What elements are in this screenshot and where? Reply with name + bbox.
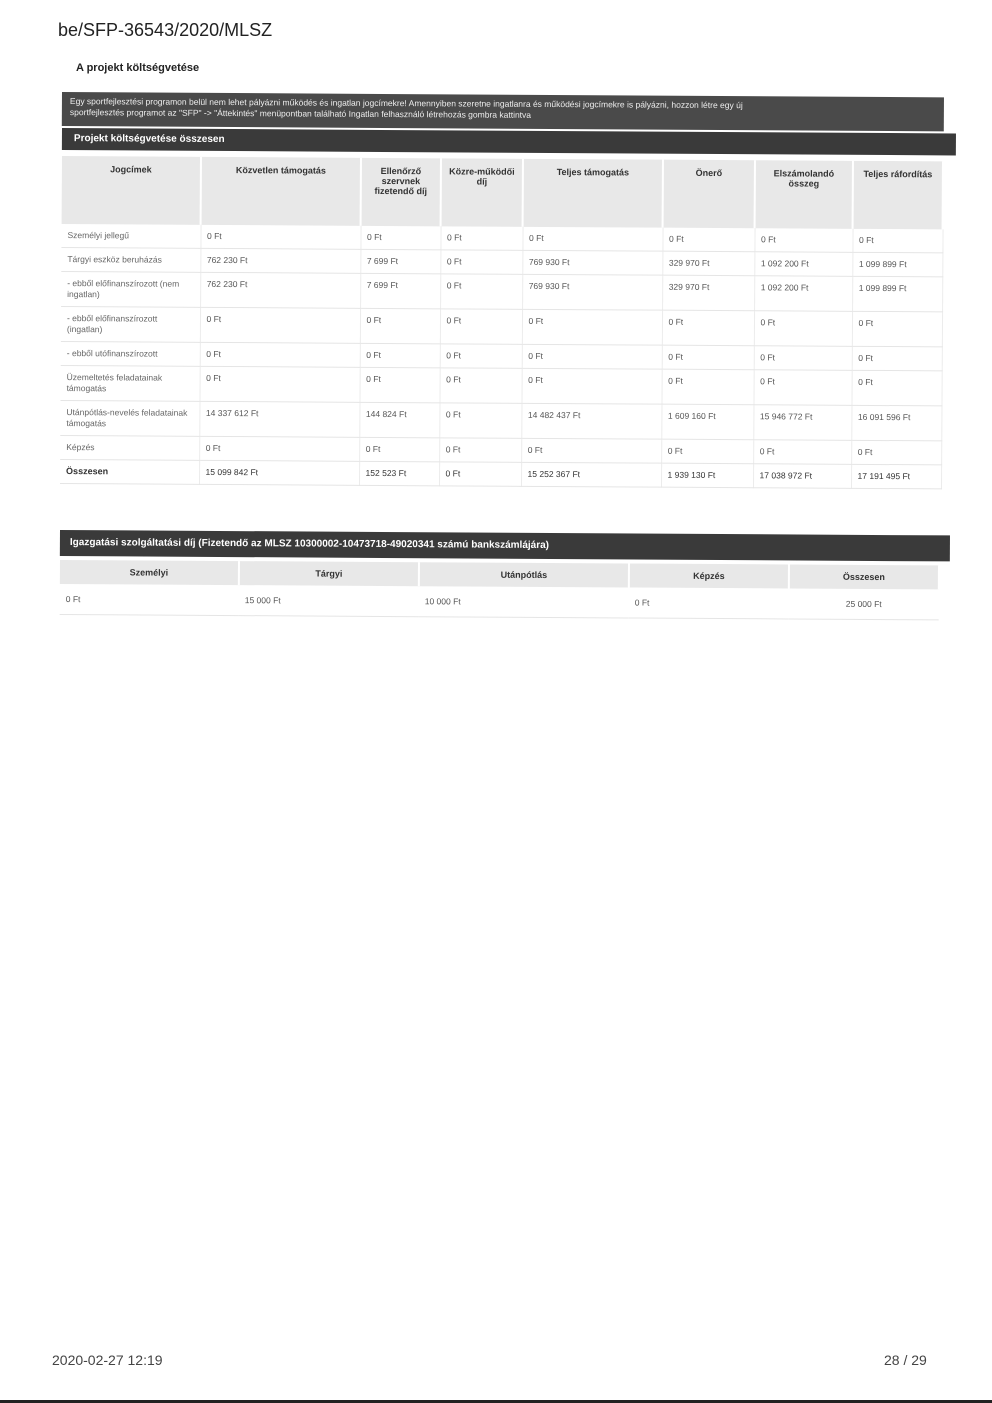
row-value: 144 824 Ft	[359, 402, 439, 437]
row-value: 0 Ft	[522, 227, 662, 251]
row-value: 0 Ft	[199, 436, 359, 461]
row-label: Személyi jellegű	[61, 224, 200, 248]
fee-col-szemelyi: Személyi	[60, 560, 239, 585]
col-jogcimek: Jogcímek	[62, 156, 201, 225]
row-value: 0 Ft	[439, 368, 521, 404]
row-value: 0 Ft	[200, 307, 360, 343]
row-value: 0 Ft	[661, 439, 753, 464]
row-value: 0 Ft	[200, 342, 360, 367]
row-value: 0 Ft	[200, 225, 360, 249]
budget-title-bar: Projekt költségvetése összesen	[62, 128, 956, 155]
fee-col-utanpotlas: Utánpótlás	[419, 562, 629, 587]
notice-line-1: Egy sportfejlesztési programon belül nem lehet pályázni működés és ingatlan jogcímekre! Amennyiben szeretne ingatlanra és működési jogcímekre is pályázni, hozzon létre egy új	[69, 96, 743, 111]
fee-col-osszesen: Összesen	[789, 564, 939, 589]
row-value: 0 Ft	[662, 228, 754, 252]
row-label: Üzemeltetés feladatainak támogatás	[61, 365, 200, 401]
fee-title-bar: Igazgatási szolgáltatási díj (Fizetendő az MLSZ 10300002-10473718-49020341 számú bankszámlájára)	[60, 530, 950, 561]
row-label: Utánpótlás-nevelés feladatainak támogatás	[60, 400, 199, 436]
row-value: 0 Ft	[440, 226, 522, 250]
row-value: 0 Ft	[360, 226, 440, 250]
budget-row	[60, 400, 941, 440]
fee-table	[60, 560, 940, 620]
row-value: 0 Ft	[852, 229, 942, 253]
row-value: 0 Ft	[852, 346, 942, 371]
row-value: 1 939 130 Ft	[661, 463, 753, 488]
fee-values-row	[60, 584, 939, 620]
row-value: 1 092 200 Ft	[754, 276, 852, 312]
row-value: 0 Ft	[440, 250, 522, 275]
budget-total-row	[60, 459, 941, 488]
row-value: 17 038 972 Ft	[753, 464, 851, 489]
col-kozremukodoi: Közre-működői díj	[441, 158, 523, 226]
row-value: 1 609 160 Ft	[661, 404, 753, 440]
fee-value: 25 000 Ft	[789, 588, 939, 619]
row-value: 0 Ft	[851, 370, 941, 406]
section-title: A projekt költségvetése	[76, 62, 200, 74]
col-ellenorzo: Ellenőrző szervnek fizetendő díj	[361, 158, 441, 226]
fee-value: 15 000 Ft	[239, 585, 419, 617]
col-kozvetlen: Közvetlen támogatás	[201, 157, 361, 226]
row-value: 0 Ft	[522, 344, 662, 369]
row-value: 0 Ft	[852, 311, 942, 347]
row-value: 1 099 899 Ft	[852, 252, 942, 277]
row-value: 0 Ft	[521, 438, 661, 463]
row-value: 0 Ft	[359, 437, 439, 461]
row-value: 1 099 899 Ft	[852, 276, 942, 312]
row-value: 15 099 842 Ft	[199, 460, 359, 485]
row-value: 1 092 200 Ft	[754, 252, 852, 277]
row-value: 7 699 Ft	[360, 273, 440, 308]
fee-col-kepzes: Képzés	[629, 563, 789, 588]
row-value: 0 Ft	[360, 367, 440, 402]
col-teljes-raforditas: Teljes ráfordítás	[853, 161, 943, 230]
row-value: 0 Ft	[360, 308, 440, 343]
row-value: 0 Ft	[753, 440, 851, 465]
row-value: 0 Ft	[439, 462, 521, 487]
fee-col-targyi: Tárgyi	[239, 561, 419, 586]
row-value: 0 Ft	[440, 309, 522, 345]
row-value: 0 Ft	[522, 309, 662, 345]
row-value: 0 Ft	[754, 346, 852, 371]
row-value: 769 930 Ft	[522, 250, 662, 275]
row-value: 17 191 495 Ft	[851, 464, 941, 489]
row-label: - ebből előfinanszírozott (nem ingatlan)	[61, 271, 200, 307]
fee-value: 0 Ft	[60, 584, 239, 616]
row-value: 762 230 Ft	[200, 248, 360, 273]
fee-value: 0 Ft	[629, 587, 789, 618]
row-value: 0 Ft	[662, 310, 754, 346]
budget-row	[61, 271, 942, 311]
row-value: 769 930 Ft	[522, 274, 662, 310]
document-id: be/SFP-36543/2020/MLSZ	[58, 20, 273, 40]
row-value: 762 230 Ft	[200, 272, 360, 308]
row-value: 14 337 612 Ft	[199, 401, 359, 437]
notice-banner	[62, 92, 944, 131]
row-value: 0 Ft	[440, 274, 522, 310]
row-label: - ebből előfinanszírozott (ingatlan)	[61, 306, 200, 342]
row-value: 0 Ft	[661, 369, 753, 405]
row-value: 0 Ft	[754, 311, 852, 347]
budget-header-row	[62, 156, 943, 229]
budget-row	[61, 365, 942, 405]
fee-value: 10 000 Ft	[419, 586, 629, 618]
row-label: Képzés	[60, 435, 199, 460]
row-value: 16 091 596 Ft	[851, 405, 941, 441]
row-value: 0 Ft	[439, 403, 521, 439]
budget-body	[60, 224, 943, 489]
budget-row	[61, 306, 942, 346]
col-onero: Önerő	[663, 160, 755, 229]
notice-line-2: sportfejlesztés programot az "SFP" -> "Áttekintés" menüpontban található Ingatlan felhasználó létrehozás gombra kattintva	[69, 107, 532, 120]
row-label: Tárgyi eszköz beruházás	[61, 247, 200, 272]
row-value: 0 Ft	[662, 345, 754, 370]
row-value: 152 523 Ft	[359, 461, 439, 485]
footer-date: 2020-02-27 12:19	[52, 1352, 163, 1368]
row-value: 0 Ft	[754, 228, 852, 252]
row-value: 15 252 367 Ft	[521, 462, 661, 487]
row-value: 0 Ft	[200, 366, 360, 402]
col-teljes-tamogatas: Teljes támogatás	[523, 159, 663, 228]
row-label: Összesen	[60, 459, 199, 484]
row-value: 0 Ft	[753, 370, 851, 406]
row-value: 0 Ft	[521, 368, 661, 404]
row-value: 0 Ft	[439, 438, 521, 463]
budget-table	[60, 156, 944, 489]
row-label: - ebből utófinanszírozott	[61, 341, 200, 366]
row-value: 0 Ft	[851, 440, 941, 465]
row-value: 329 970 Ft	[662, 275, 754, 311]
page-number: 28 / 29	[884, 1352, 927, 1368]
row-value: 0 Ft	[440, 344, 522, 369]
row-value: 329 970 Ft	[662, 251, 754, 276]
row-value: 14 482 437 Ft	[521, 403, 661, 439]
row-value: 0 Ft	[360, 343, 440, 367]
col-elszamolando: Elszámolandó összeg	[755, 160, 853, 229]
row-value: 15 946 772 Ft	[753, 405, 851, 441]
row-value: 7 699 Ft	[360, 249, 440, 273]
